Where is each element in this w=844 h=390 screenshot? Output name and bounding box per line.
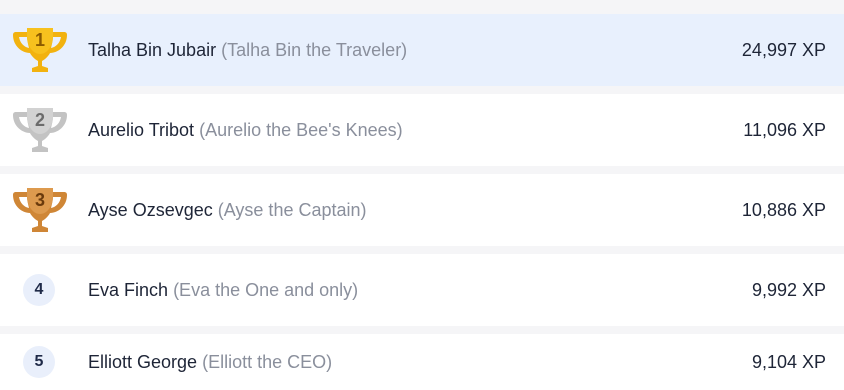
player-name: Elliott George: [88, 351, 198, 372]
player-xp: 9,992 XP: [751, 279, 826, 300]
silver-trophy-icon: [10, 104, 70, 156]
leaderboard-row-4[interactable]: [0, 254, 844, 326]
trophy-rank-number: 3: [34, 190, 46, 210]
trophy-rank-number: 2: [34, 110, 46, 130]
player-name-cell: [80, 200, 742, 221]
player-xp: 24,997 XP: [741, 39, 826, 60]
player-xp: 9,104 XP: [751, 351, 826, 372]
player-nickname: (Ayse the Captain): [217, 199, 367, 220]
player-xp: 11,096 XP: [743, 119, 826, 140]
trophy-rank-number: 1: [34, 30, 46, 50]
player-nickname: (Elliott the CEO): [202, 351, 333, 372]
player-name-cell: [80, 40, 742, 61]
rank-cell: [0, 174, 80, 246]
leaderboard-row-2[interactable]: [0, 94, 844, 166]
leaderboard-row-3[interactable]: [0, 174, 844, 246]
bronze-trophy-icon: [10, 184, 70, 236]
player-nickname: (Eva the One and only): [173, 279, 359, 300]
gold-trophy-icon: [10, 24, 70, 76]
player-nickname: (Talha Bin the Traveler): [221, 39, 408, 60]
leaderboard-row-1[interactable]: [0, 14, 844, 86]
player-name: Ayse Ozsevgec: [88, 199, 213, 220]
rank-cell: [0, 94, 80, 166]
player-name-cell: [80, 280, 752, 301]
player-xp: 10,886 XP: [741, 199, 826, 220]
rank-badge: 5: [23, 346, 55, 378]
leaderboard-row-5[interactable]: [0, 334, 844, 390]
player-name-cell: [80, 352, 752, 373]
rank-badge: 4: [23, 274, 55, 306]
player-nickname: (Aurelio the Bee's Knees): [199, 119, 403, 140]
player-name: Aurelio Tribot: [88, 119, 195, 140]
player-name: Talha Bin Jubair: [88, 39, 217, 60]
player-name-cell: [80, 120, 743, 141]
rank-cell: [0, 254, 80, 326]
player-name: Eva Finch: [88, 279, 169, 300]
rank-cell: [0, 334, 80, 390]
rank-cell: [0, 14, 80, 86]
